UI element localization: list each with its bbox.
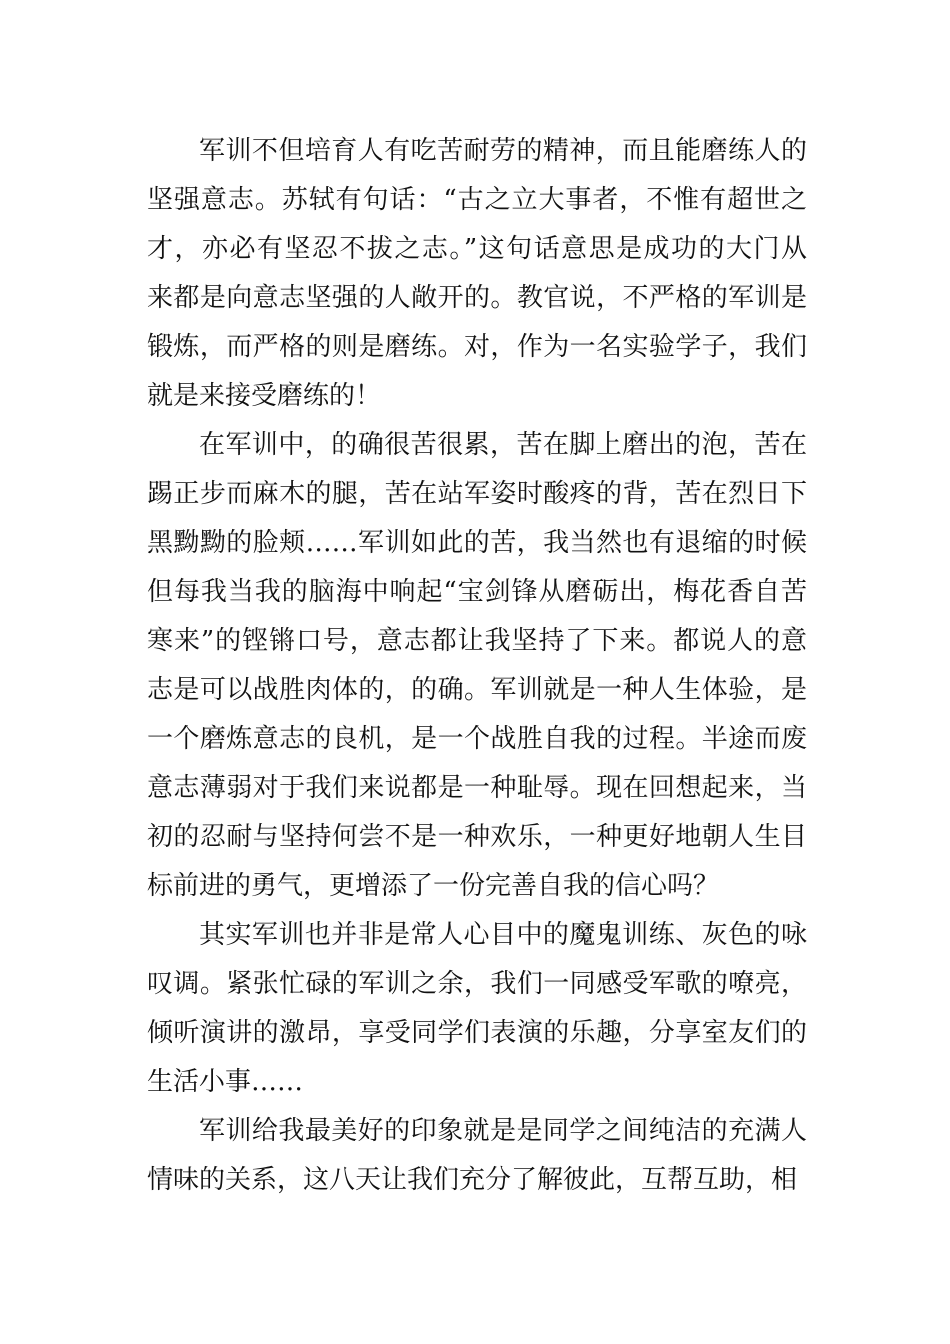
text-line: 才，亦必有坚忍不拔之志。”这句话意思是成功的大门从	[147, 234, 807, 264]
paragraph	[147, 1107, 807, 1205]
text-line: 寒来”的铿锵口号，意志都让我坚持了下来。都说人的意	[147, 626, 807, 656]
text-line: 踢正步而麻木的腿，苦在站军姿时酸疼的背，苦在烈日下	[147, 479, 807, 509]
paragraph	[147, 421, 807, 911]
text-line: 在军训中，的确很苦很累，苦在脚上磨出的泡，苦在	[199, 430, 807, 460]
paragraph	[147, 127, 807, 421]
text-line: 黑黝黝的脸颊……军训如此的苦，我当然也有退缩的时候	[147, 528, 807, 558]
paragraph	[147, 911, 807, 1107]
text-line: 来都是向意志坚强的人敞开的。教官说，不严格的军训是	[147, 283, 807, 313]
text-line: 初的忍耐与坚持何尝不是一种欢乐，一种更好地朝人生目	[147, 822, 807, 852]
text-line: 标前进的勇气，更增添了一份完善自我的信心吗？	[147, 871, 720, 901]
text-line: 志是可以战胜肉体的，的确。军训就是一种人生体验，是	[147, 675, 807, 705]
text-line: 生活小事……	[147, 1067, 304, 1097]
text-line: 情味的关系，这八天让我们充分了解彼此，互帮互助，相	[147, 1165, 798, 1195]
text-line: 意志薄弱对于我们来说都是一种耻辱。现在回想起来，当	[147, 773, 807, 803]
text-line: 锻炼，而严格的则是磨练。对，作为一名实验学子，我们	[147, 332, 807, 362]
text-line: 就是来接受磨练的！	[147, 381, 382, 411]
text-line: 军训不但培育人有吃苦耐劳的精神，而且能磨练人的	[199, 136, 807, 166]
document-body	[147, 127, 807, 1205]
text-line: 倾听演讲的激昂，享受同学们表演的乐趣，分享室友们的	[147, 1018, 807, 1048]
text-line: 其实军训也并非是常人心目中的魔鬼训练、灰色的咏	[199, 920, 807, 950]
text-line: 坚强意志。苏轼有句话：“古之立大事者，不惟有超世之	[147, 185, 807, 215]
text-line: 军训给我最美好的印象就是是同学之间纯洁的充满人	[199, 1116, 807, 1146]
text-line: 一个磨炼意志的良机，是一个战胜自我的过程。半途而废	[147, 724, 807, 754]
text-line: 但每我当我的脑海中响起“宝剑锋从磨砺出，梅花香自苦	[147, 577, 807, 607]
text-line: 叹调。紧张忙碌的军训之余，我们一同感受军歌的嘹亮，	[147, 969, 807, 999]
